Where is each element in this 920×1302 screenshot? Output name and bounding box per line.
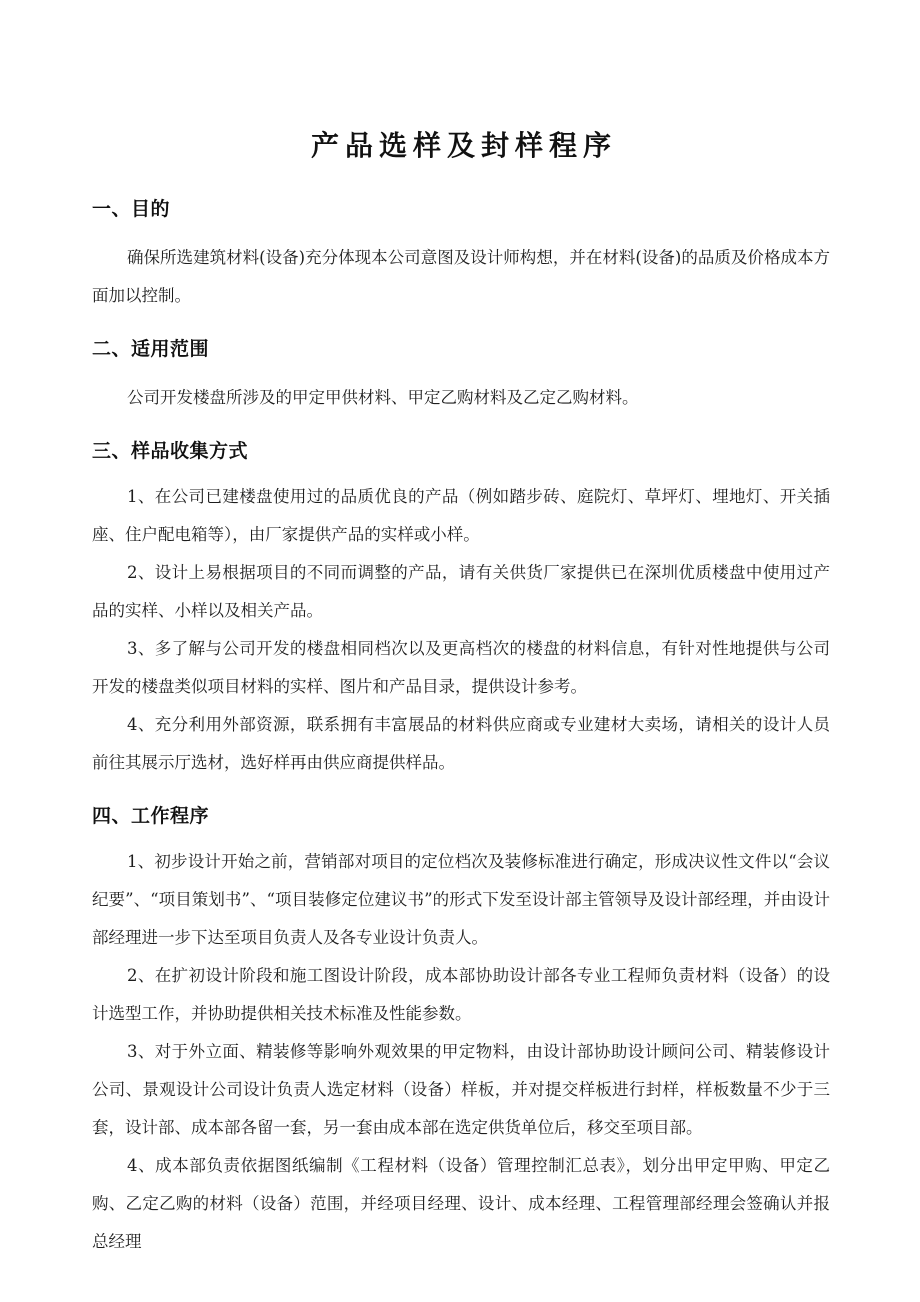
page-title: 产品选样及封样程序 [310, 129, 617, 162]
section-heading-scope: 二、适用范围 [92, 338, 210, 360]
section-heading-work-procedure: 四、工作程序 [92, 805, 210, 827]
section-heading-purpose: 一、目的 [92, 198, 171, 220]
list-item: 1、在公司已建楼盘使用过的品质优良的产品（例如踏步砖、庭院灯、草坪灯、埋地灯、开关插座、住户配电箱等），由厂家提供产品的实样或小样。 [92, 487, 830, 544]
list-item: 2、在扩初设计阶段和施工图设计阶段，成本部协助设计部各专业工程师负责材料（设备）的设计选型工作，并协助提供相关技术标准及性能参数。 [92, 966, 830, 1023]
section-work-procedure [92, 782, 830, 1261]
list-item: 1、初步设计开始之前，营销部对项目的定位档次及装修标准进行确定，形成决议性文件以“会议纪要”、“项目策划书”、“项目装修定位建议书”的形式下发至设计部主管领导及设计部经理，并由设计部经理进一步下达至项目负责人及各专业设计负责人。 [92, 852, 830, 947]
section-scope [92, 315, 830, 417]
paragraph: 公司开发楼盘所涉及的甲定甲供材料、甲定乙购材料及乙定乙购材料。 [127, 388, 639, 407]
section-purpose [92, 164, 830, 315]
section-heading-sample-collection: 三、样品收集方式 [92, 440, 249, 462]
section-sample-collection [92, 417, 830, 782]
paragraph: 确保所选建筑材料(设备)充分体现本公司意图及设计师构想，并在材料(设备)的品质及价格成本方面加以控制。 [92, 248, 830, 305]
list-item: 3、对于外立面、精装修等影响外观效果的甲定物料，由设计部协助设计顾问公司、精装修设计公司、景观设计公司设计负责人选定材料（设备）样板，并对提交样板进行封样，样板数量不少于三套，设计部、成本部各留一套，另一套由成本部在选定供货单位后，移交至项目部。 [92, 1042, 830, 1137]
list-item: 3、多了解与公司开发的楼盘相同档次以及更高档次的楼盘的材料信息，有针对性地提供与公司开发的楼盘类似项目材料的实样、图片和产品目录，提供设计参考。 [92, 639, 830, 696]
list-item: 2、设计上易根据项目的不同而调整的产品，请有关供货厂家提供已在深圳优质楼盘中使用过产品的实样、小样以及相关产品。 [92, 563, 830, 620]
list-item: 4、充分利用外部资源，联系拥有丰富展品的材料供应商或专业建材大卖场，请相关的设计人员前往其展示厅选材，选好样再由供应商提供样品。 [92, 715, 830, 772]
list-item: 4、成本部负责依据图纸编制《工程材料（设备）管理控制汇总表》，划分出甲定甲购、甲定乙购、乙定乙购的材料（设备）范围，并经项目经理、设计、成本经理、工程管理部经理会签确认并报总经理 [92, 1156, 830, 1251]
